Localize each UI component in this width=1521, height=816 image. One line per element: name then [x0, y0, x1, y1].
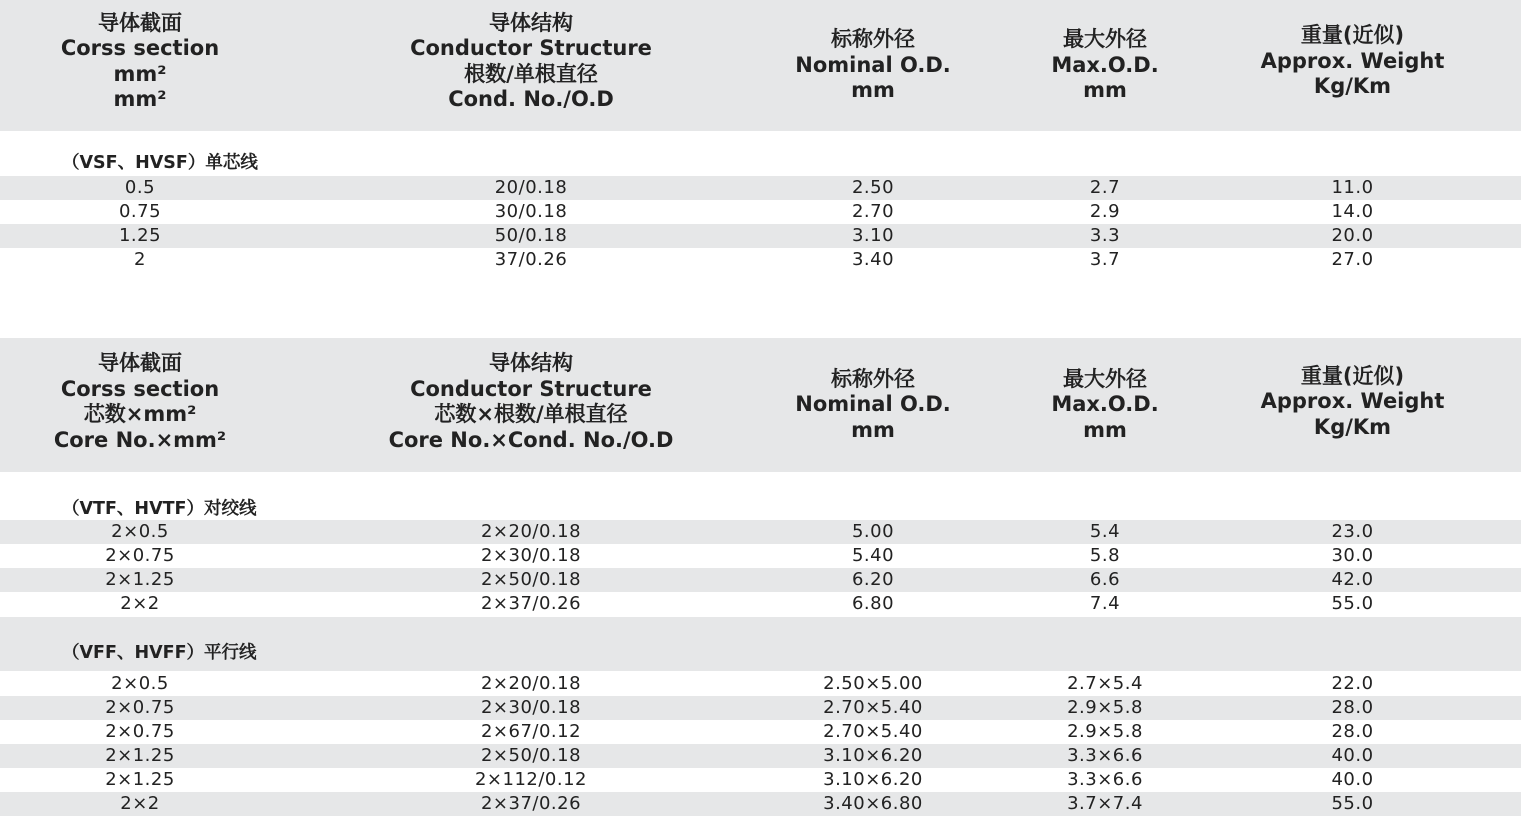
header-text: 最大外径: [1063, 366, 1147, 391]
table-cell: 50/0.18: [494, 225, 568, 246]
table-cell: 2×0.75: [105, 697, 175, 718]
header-weight: [1255, 0, 1450, 127]
section-title-vtf: （VTF、HVTF）对绞线: [62, 499, 257, 519]
header-text: 导体结构: [489, 10, 573, 35]
table-cell: 3.10×6.20: [823, 769, 923, 790]
header-cross-section: [40, 0, 240, 127]
table-cell: 40.0: [1331, 745, 1374, 766]
header-text: Cond. No./O.D: [448, 87, 614, 111]
header-text: 重量(近似): [1300, 23, 1405, 48]
table-cell: 37/0.26: [494, 249, 568, 270]
table-row: [0, 224, 1521, 248]
table-cell: 2×37/0.26: [480, 793, 582, 814]
table-cell: 2×0.5: [111, 521, 169, 542]
table-cell: 6.80: [851, 593, 895, 614]
header-max-od: [1005, 0, 1205, 131]
header-cross-section: [40, 335, 240, 469]
table-cell: 2.7: [1089, 177, 1121, 198]
table-header-single-core: [0, 0, 1521, 131]
table-cell: 2×20/0.18: [480, 673, 582, 694]
table-cell: 2×2: [120, 793, 160, 814]
table-cell: 3.7×7.4: [1067, 793, 1143, 814]
table-cell: 55.0: [1331, 593, 1374, 614]
table-cell: 7.4: [1089, 593, 1121, 614]
table-cell: 2×50/0.18: [480, 569, 582, 590]
header-text: mm²: [113, 61, 167, 86]
header-text: 标称外径: [831, 27, 915, 52]
table-row: [0, 792, 1521, 816]
table-cell: 2×20/0.18: [480, 521, 582, 542]
table-cell: 3.3×6.6: [1067, 745, 1143, 766]
table-cell: 27.0: [1331, 249, 1374, 270]
table-cell: 2×37/0.26: [480, 593, 582, 614]
table-cell: 20.0: [1331, 225, 1374, 246]
header-text: 最大外径: [1063, 27, 1147, 52]
header-max-od: [1005, 338, 1205, 472]
table-cell: 3.10: [851, 225, 895, 246]
table-cell: 2: [134, 249, 146, 270]
table-cell: 2×30/0.18: [480, 697, 582, 718]
table-cell: 6.6: [1089, 569, 1121, 590]
table-cell: 2.70: [851, 201, 895, 222]
header-text: Conductor Structure: [410, 376, 652, 401]
header-text: 导体结构: [489, 351, 573, 375]
table-cell: 28.0: [1331, 721, 1374, 742]
table-cell: 3.40×6.80: [823, 793, 923, 814]
table-cell: 1.25: [118, 225, 162, 246]
table-cell: 0.75: [118, 201, 162, 222]
header-text: mm: [1083, 417, 1127, 442]
table-cell: 40.0: [1331, 769, 1374, 790]
table-cell: 2×1.25: [105, 569, 175, 590]
table-row: [0, 176, 1521, 200]
header-nominal-od: [758, 338, 988, 472]
table-cell: 30.0: [1331, 545, 1374, 566]
header-text: mm: [851, 417, 895, 442]
header-text: Approx. Weight: [1260, 389, 1445, 414]
table-cell: 5.00: [851, 521, 895, 542]
table-cell: 2×50/0.18: [480, 745, 582, 766]
table-cell: 2.50×5.00: [823, 673, 923, 694]
header-text: Approx. Weight: [1260, 48, 1445, 73]
table-cell: 3.7: [1089, 249, 1121, 270]
header-text: Max.O.D.: [1051, 392, 1159, 417]
header-text: Nominal O.D.: [795, 52, 951, 77]
table-cell: 3.10×6.20: [823, 745, 923, 766]
table-cell: 2×1.25: [105, 745, 175, 766]
table-cell: 2×0.75: [105, 545, 175, 566]
table-row: [0, 744, 1521, 768]
table-cell: 2.70×5.40: [823, 697, 923, 718]
table-cell: 2.9×5.8: [1067, 721, 1143, 742]
table-row: [0, 768, 1521, 792]
table-cell: 42.0: [1331, 569, 1374, 590]
table-cell: 5.4: [1089, 521, 1121, 542]
table-cell: 2×67/0.12: [480, 721, 582, 742]
table-header-multi-core: [0, 338, 1521, 472]
table-cell: 2×1.25: [105, 769, 175, 790]
table-cell: 2.7×5.4: [1067, 673, 1143, 694]
table-cell: 2×30/0.18: [480, 545, 582, 566]
header-text: 导体截面: [98, 351, 182, 375]
table-row: [0, 720, 1521, 744]
table-row: [0, 248, 1521, 272]
table-cell: 20/0.18: [494, 177, 568, 198]
table-cell: 2×2: [120, 593, 160, 614]
header-text: mm: [851, 78, 895, 103]
table-cell: 0.5: [124, 177, 156, 198]
table-cell: 2.9×5.8: [1067, 697, 1143, 718]
table-cell: 6.20: [851, 569, 895, 590]
table-cell: 2×0.75: [105, 721, 175, 742]
table-cell: 30/0.18: [494, 201, 568, 222]
header-text: Corss section: [60, 36, 220, 60]
header-weight: [1255, 335, 1450, 469]
table-row: [0, 568, 1521, 592]
header-text: 芯数×mm²: [83, 402, 197, 426]
table-cell: 3.3×6.6: [1067, 769, 1143, 790]
table-cell: 55.0: [1331, 793, 1374, 814]
header-text: Kg/Km: [1313, 414, 1392, 439]
header-text: Core No.×mm²: [53, 427, 227, 452]
table-cell: 28.0: [1331, 697, 1374, 718]
table-cell: 5.40: [851, 545, 895, 566]
table-row: [0, 592, 1521, 616]
table-cell: 3.3: [1089, 225, 1121, 246]
table-row: [0, 696, 1521, 720]
table-cell: 2×0.5: [111, 673, 169, 694]
table-row: [0, 520, 1521, 544]
header-text: Nominal O.D.: [795, 392, 951, 417]
section-title-vff: （VFF、HVFF）平行线: [62, 643, 257, 663]
header-text: 芯数×根数/单根直径: [434, 402, 628, 426]
header-text: mm²: [113, 87, 167, 111]
table-cell: 11.0: [1331, 177, 1374, 198]
header-text: 根数/单根直径: [464, 61, 598, 86]
table-cell: 23.0: [1331, 521, 1374, 542]
header-text: 重量(近似): [1300, 363, 1405, 388]
table-cell: 2.50: [851, 177, 895, 198]
table-cell: 3.40: [851, 249, 895, 270]
table-row: [0, 672, 1521, 696]
table-row: [0, 200, 1521, 224]
table-cell: 2×112/0.12: [474, 769, 588, 790]
table-cell: 22.0: [1331, 673, 1374, 694]
section-title-vsf: （VSF、HVSF）单芯线: [62, 153, 258, 173]
table-cell: 14.0: [1331, 201, 1374, 222]
header-text: 导体截面: [98, 10, 182, 35]
header-text: Max.O.D.: [1051, 52, 1159, 77]
header-text: Conductor Structure: [410, 36, 652, 60]
header-text: mm: [1083, 78, 1127, 103]
table-cell: 2.70×5.40: [823, 721, 923, 742]
header-text: Core No.×Cond. No./O.D: [388, 427, 674, 452]
header-text: 标称外径: [831, 366, 915, 391]
table-cell: 2.9: [1089, 201, 1121, 222]
table-cell: 5.8: [1089, 545, 1121, 566]
header-text: Corss section: [60, 376, 220, 401]
header-conductor-structure: [406, 0, 656, 127]
header-nominal-od: [758, 0, 988, 131]
table-row: [0, 544, 1521, 568]
header-text: Kg/Km: [1313, 74, 1392, 99]
header-conductor-structure: [388, 335, 674, 469]
